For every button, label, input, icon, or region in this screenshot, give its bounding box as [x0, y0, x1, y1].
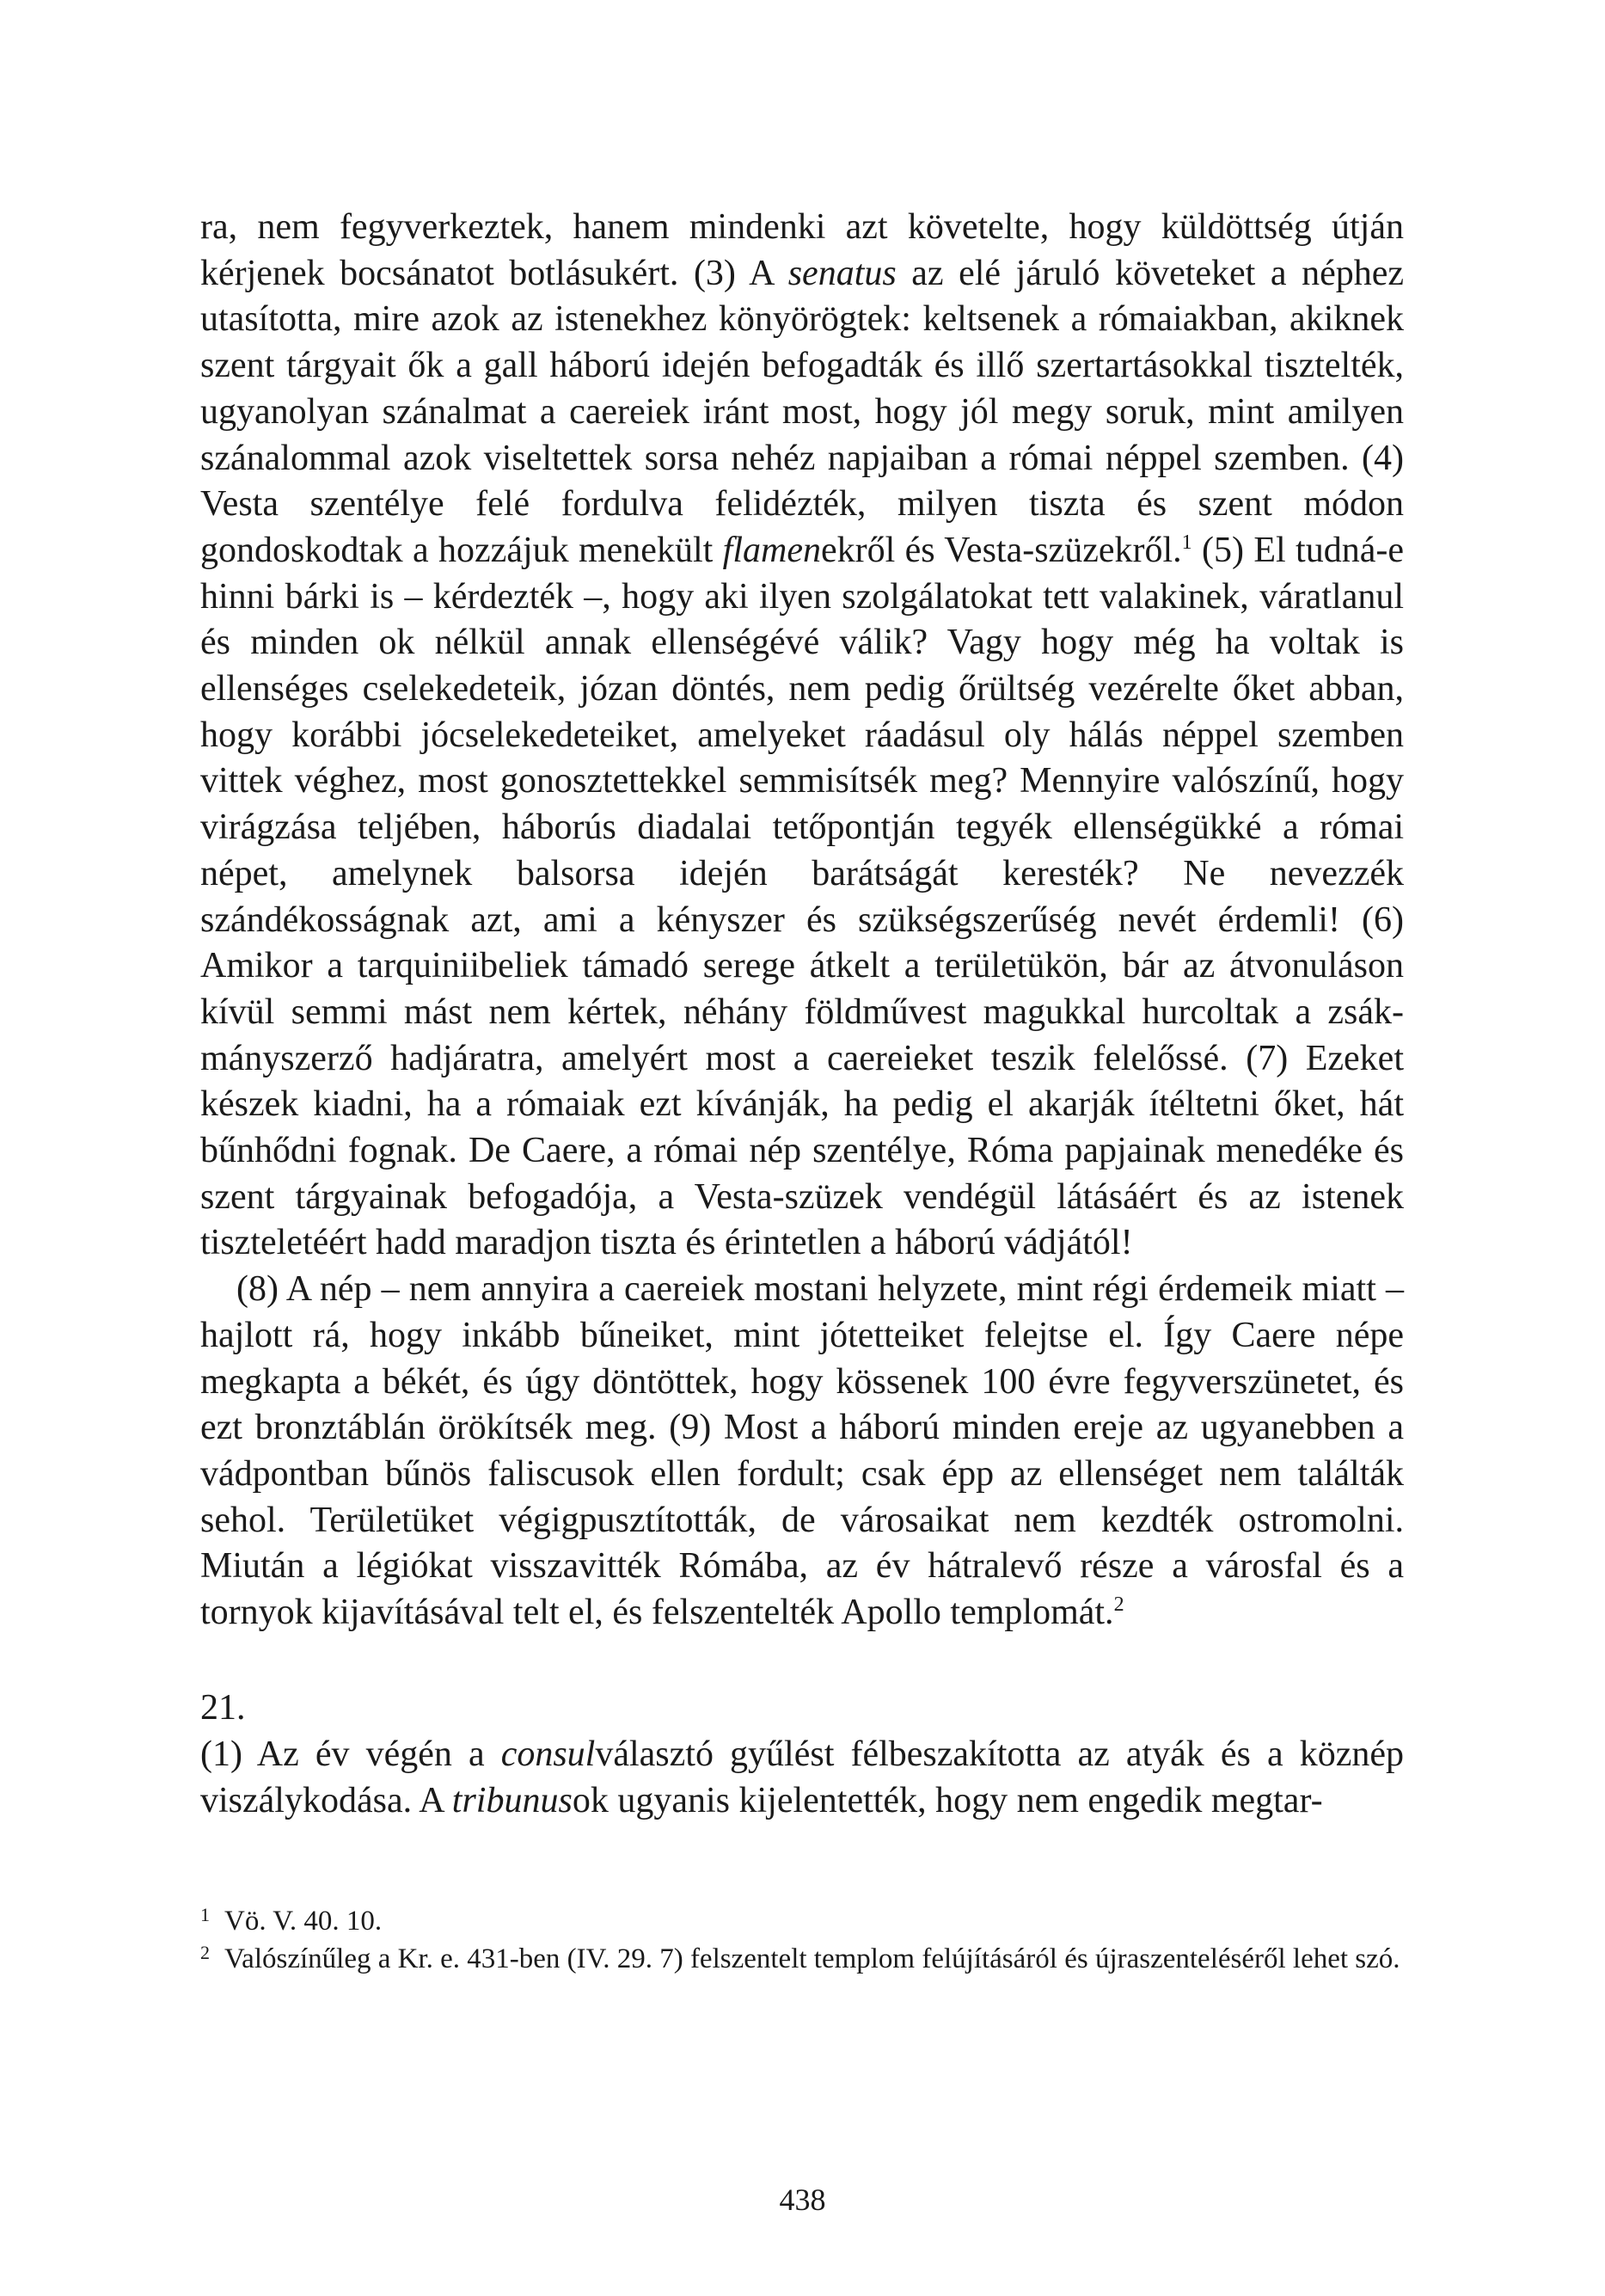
- paragraph-1: [200, 205, 1404, 1267]
- footnote-mark: 2: [200, 1942, 210, 1963]
- text-run: választó gyűlést félbeszakította az atyák és a köznép viszálykodása. A: [200, 1734, 1404, 1820]
- footnote-ref-2[interactable]: 2: [1113, 1593, 1124, 1617]
- italic-term-consul: consul: [500, 1734, 596, 1774]
- footnote-text: Valószínűleg a Kr. e. 431-ben (IV. 29. 7) felszentelt templom felújításáról és újraszenteléséről lehet szó.: [224, 1943, 1400, 1974]
- text-run: (5) El tudná-e hinni bárki is – kérdezték –, hogy aki ilyen szolgálatokat tett valakinek, váratlanul és minden ok nélkül annak ellenségévé válik? Vagy hogy még ha voltak is ellenséges cselekedeteik, józan döntés, nem pedig őrültség vezérelte őket abban, hogy korábbi jócselekedeteiket, amelyeket ráadásul oly hálás néppel szemben vittek véghez, most gonosztettekkel semmisítsék meg? Mennyire valószínű, hogy virágzása teljében, háborús diadalai tetőpontján tegyék ellenségükké a római népet, amelynek balsorsa idején barátságát keresték? Ne nevezzék szándékosságnak azt, ami a kényszer és szükségszerűség nevét érdemli! (6) Amikor a tarquiniibeliek támadó serege átkelt a területükön, bár az átvonuláson kívül semmi mást nem kértek, néhány földművest magukkal hurcoltak a zsákmányszerző hadjáratra, amelyért most a caereieket teszik felelőssé. (7) Ezeket készek kiadni, ha a rómaiak ezt kívánják, ha pedig el akarják ítéltetni őket, hát bűnhődni fognak. De Caere, a római nép szentélye, Róma papjainak menedéke és szent tárgyainak befogadója, a Vesta-szüzek vendégül látásáért és az istenek tiszteletéért hadd maradjon tiszta és érintetlen a háború vádjától!: [200, 530, 1404, 1263]
- text-run: ekről és Vesta-szüzekről.: [820, 530, 1182, 570]
- footnote-2: [200, 1940, 1404, 1978]
- footnote-1: [200, 1902, 1404, 1940]
- text-run: (8) A nép – nem annyira a caereiek mostani helyzete, mint régi érdemeik miatt – hajlott rá, hogy inkább bűneiket, mint jótetteiket felejtse el. Így Caere népe megkapta a békét, és úgy döntöttek, hogy kössenek 100 évre fegyverszünetet, és ezt bronztáblán örökítsék meg. (9) Most a háború minden ereje az ugyanebben a vádpontban bűnös faliscusok ellen fordult; csak épp az ellenséget nem találták sehol. Területüket végigpusztították, de városaikat nem kezdték ostromolni. Miután a légiókat visszavitték Rómába, az év hátralevő része a városfal és a tornyok kijavításával telt el, és felszentelték Apollo templomát.: [200, 1269, 1404, 1633]
- section-number: 21.: [200, 1688, 246, 1728]
- paragraph-3: [200, 1732, 1404, 1824]
- section-21-text: [200, 1732, 1404, 1824]
- main-text: [200, 205, 1404, 1636]
- page-number: 438: [779, 2182, 826, 2217]
- text-run: ok ugyanis kijelentették, hogy nem engedik megtar-: [572, 1780, 1323, 1820]
- italic-term-flamen: flamen: [722, 530, 821, 570]
- italic-term-tribunus: tribunus: [451, 1780, 573, 1820]
- text-run: (1) Az év végén a: [200, 1734, 501, 1774]
- footnote-text: Vö. V. 40. 10.: [224, 1906, 383, 1937]
- text-run: ra, nem fegyverkeztek, hanem mindenki azt követelte, hogy küldöttség útján kérjenek bocsánatot botlásukért. (3) A: [200, 207, 1404, 293]
- paragraph-2: [200, 1267, 1404, 1636]
- footnote-ref-1[interactable]: 1: [1181, 531, 1192, 554]
- footnotes: [200, 1902, 1404, 1978]
- italic-term-senatus: senatus: [787, 253, 897, 293]
- text-run: az elé járuló követeket a néphez utasította, mire azok az istenekhez könyörögtek: keltsenek a rómaiakban, akiknek szent tárgyait ők a gall háború idején befogadták és illő szertartásokkal tisztelték, ugyanolyan szánalmat a caereiek iránt most, hogy jól megy soruk, mint amilyen szánalommal azok viseltettek sorsa nehéz napjaiban a római néppel szemben. (4) Vesta szentélye felé fordulva felidézték, milyen tiszta és szent módon gondoskodtak a hozzájuk menekült: [200, 253, 1404, 570]
- footnote-mark: 1: [200, 1904, 210, 1925]
